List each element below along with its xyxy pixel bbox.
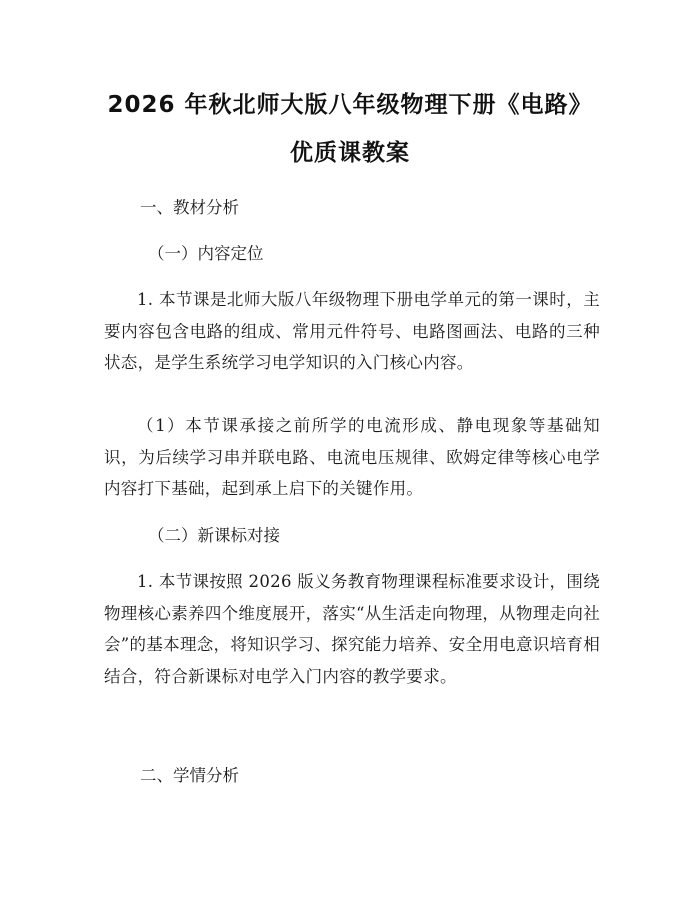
paragraph-lesson-overview: 1. 本节课是北师大版八年级物理下册电学单元的第一课时，主要内容包含电路的组成、常用元件符号、电路图画法、电路的三种状态，是学生系统学习电学知识的入门核心内容。 (104, 290, 600, 372)
subsection-heading-content-positioning: （一）内容定位 (148, 244, 264, 263)
paragraph-curriculum-alignment: 1. 本节课按照 2026 版义务教育物理课程标准要求设计，围绕物理核心素养四个维度展开，落实“从生活走向物理，从物理走向社会”的基本理念，将知识学习、探究能力培养、安全用电意识培育相结合，符合新课标对电学入门内容的教学要求。 (104, 572, 600, 686)
section-heading-learner-analysis: 二、学情分析 (140, 766, 239, 785)
document-title-line2: 优质课教案 (290, 140, 410, 166)
document-title-line1: 2026 年秋北师大版八年级物理下册《电路》 (107, 92, 593, 118)
section-heading-textbook-analysis: 一、教材分析 (140, 198, 239, 217)
paragraph-lesson-connection: （1）本节课承接之前所学的电流形成、静电现象等基础知识，为后续学习串并联电路、电流电压规律、欧姆定律等核心电学内容打下基础，起到承上启下的关键作用。 (104, 416, 600, 498)
subsection-heading-curriculum-standard: （二）新课标对接 (148, 526, 280, 545)
